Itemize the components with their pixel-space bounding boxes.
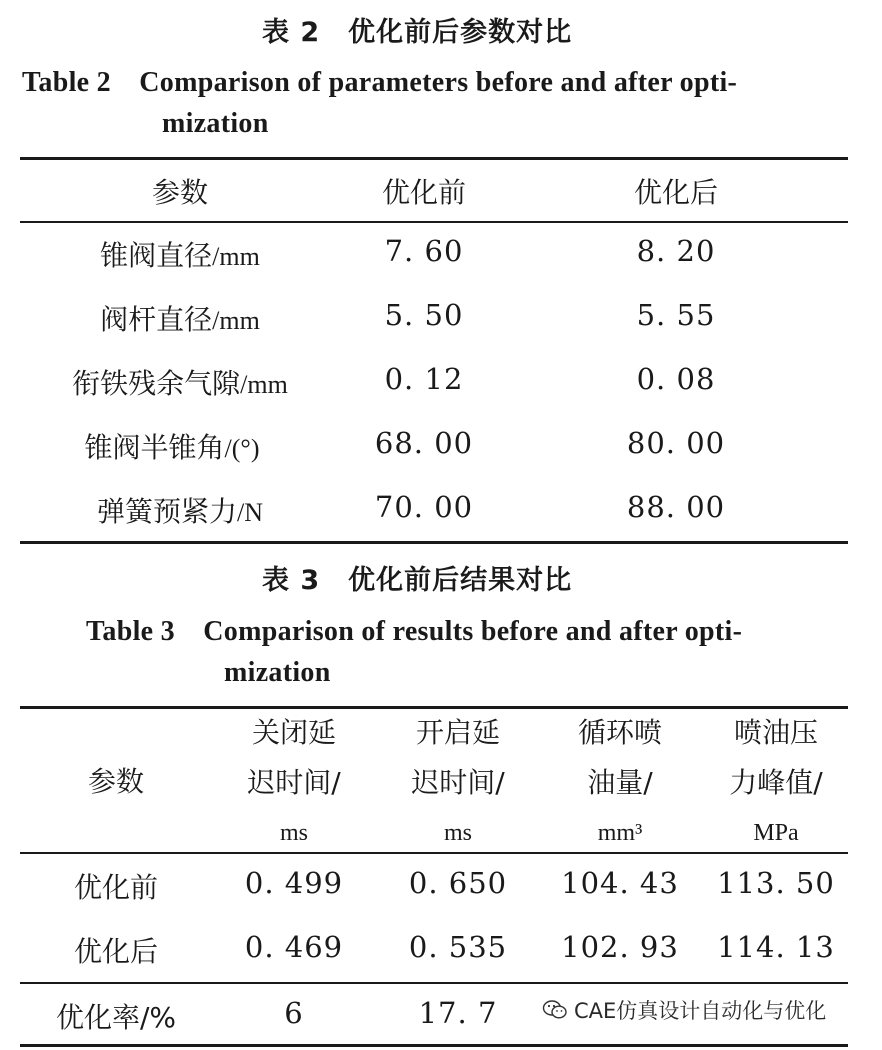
table2-row-after: 80. 00 (626, 426, 726, 460)
table3-caption-en-line2: mization (224, 657, 331, 688)
wechat-icon (542, 999, 568, 1021)
table2-top-rule (20, 157, 848, 160)
table3-rate-label: 优化率/% (55, 1001, 177, 1034)
header-line: 开启延 (415, 716, 500, 749)
table2-header-before: 优化前 (381, 176, 467, 209)
table3-cell: 104. 43 (561, 866, 679, 900)
table2-row-param-unit: /(°) (224, 434, 260, 463)
table2-row-after: 88. 00 (626, 490, 726, 524)
header-line: 关闭延 (251, 716, 336, 749)
table3-cell: 0. 469 (244, 930, 344, 964)
table3-bottom-rule (20, 1044, 848, 1047)
header-line: 喷油压 (733, 716, 818, 749)
table2-caption-en-line2: mization (162, 108, 269, 139)
table3-cell: 114. 13 (717, 930, 835, 964)
table3-header-rule (20, 852, 848, 854)
table2-caption-en-line1: Table 2 Comparison of parameters before and after opti- (22, 67, 738, 98)
table3-header-open-delay (411, 708, 504, 858)
table2-row-param-unit: /mm (212, 306, 260, 335)
table3-header-injection-quantity (578, 708, 662, 858)
table2-row-before: 7. 60 (384, 234, 464, 268)
table2-row-param (72, 362, 288, 402)
table2-row-after: 8. 20 (636, 234, 716, 268)
header-unit: MPa (753, 820, 799, 846)
table3-cell: 102. 93 (561, 930, 679, 964)
header-line: 迟时间/ (411, 766, 505, 799)
table2-row-param-name: 阀杆直径 (100, 303, 213, 336)
table2-caption-cn: 表 2 优化前后参数对比 (262, 17, 573, 48)
table3-rate-cell: 6 (284, 996, 304, 1030)
table3-header-param: 参数 (87, 765, 145, 798)
table2-row-param-unit: /mm (212, 242, 260, 271)
table2-row-param-unit: /mm (240, 370, 288, 399)
table2-row-before: 70. 00 (374, 490, 474, 524)
table2-row-after: 0. 08 (636, 362, 716, 396)
table3-row-label: 优化前 (73, 871, 159, 904)
table3-header-peak-pressure (729, 708, 822, 858)
header-line: 油量/ (587, 766, 653, 799)
table2-row-param-name: 弹簧预紧力 (96, 495, 238, 528)
watermark-text: CAE仿真设计自动化与优化 (574, 999, 827, 1023)
table2-header-rule (20, 221, 848, 223)
header-line: 力峰值/ (729, 766, 823, 799)
table3-caption-cn: 表 3 优化前后结果对比 (262, 565, 573, 596)
header-unit: mm³ (597, 820, 643, 846)
table2-row-before: 68. 00 (374, 426, 474, 460)
table2-row-param (100, 298, 260, 338)
table2-header-param: 参数 (151, 176, 209, 209)
table3-rate-rule (20, 982, 848, 984)
table2-bottom-rule (20, 541, 848, 544)
table2-row-after: 5. 55 (636, 298, 716, 332)
table3-cell: 0. 535 (408, 930, 508, 964)
header-line: 循环喷 (577, 716, 663, 749)
header-line: 迟时间/ (247, 766, 341, 799)
header-unit: ms (443, 820, 472, 846)
table3-header-close-delay (247, 708, 340, 858)
table2-row-param-name: 衔铁残余气隙 (72, 367, 241, 400)
table2-row-before: 5. 50 (384, 298, 464, 332)
table2-row-param (97, 490, 263, 530)
table2-header-after: 优化后 (633, 176, 719, 209)
table3-cell: 113. 50 (717, 866, 835, 900)
table2-row-param-name: 锥阀直径 (100, 239, 213, 272)
table3-cell: 0. 499 (244, 866, 344, 900)
table3-caption-en-line1: Table 3 Comparison of results before and after opti- (86, 616, 743, 647)
table2-row-param (85, 426, 260, 466)
table2-row-before: 0. 12 (384, 362, 464, 396)
table2-row-param-unit: /N (237, 498, 264, 527)
table2-row-param-name: 锥阀半锥角 (84, 431, 225, 464)
table3-rate-cell: 17. 7 (418, 996, 498, 1030)
table3-row-label: 优化后 (73, 935, 159, 968)
watermark (542, 995, 826, 1025)
header-unit: ms (279, 820, 308, 846)
table3-cell: 0. 650 (408, 866, 508, 900)
table2-row-param (100, 234, 260, 274)
